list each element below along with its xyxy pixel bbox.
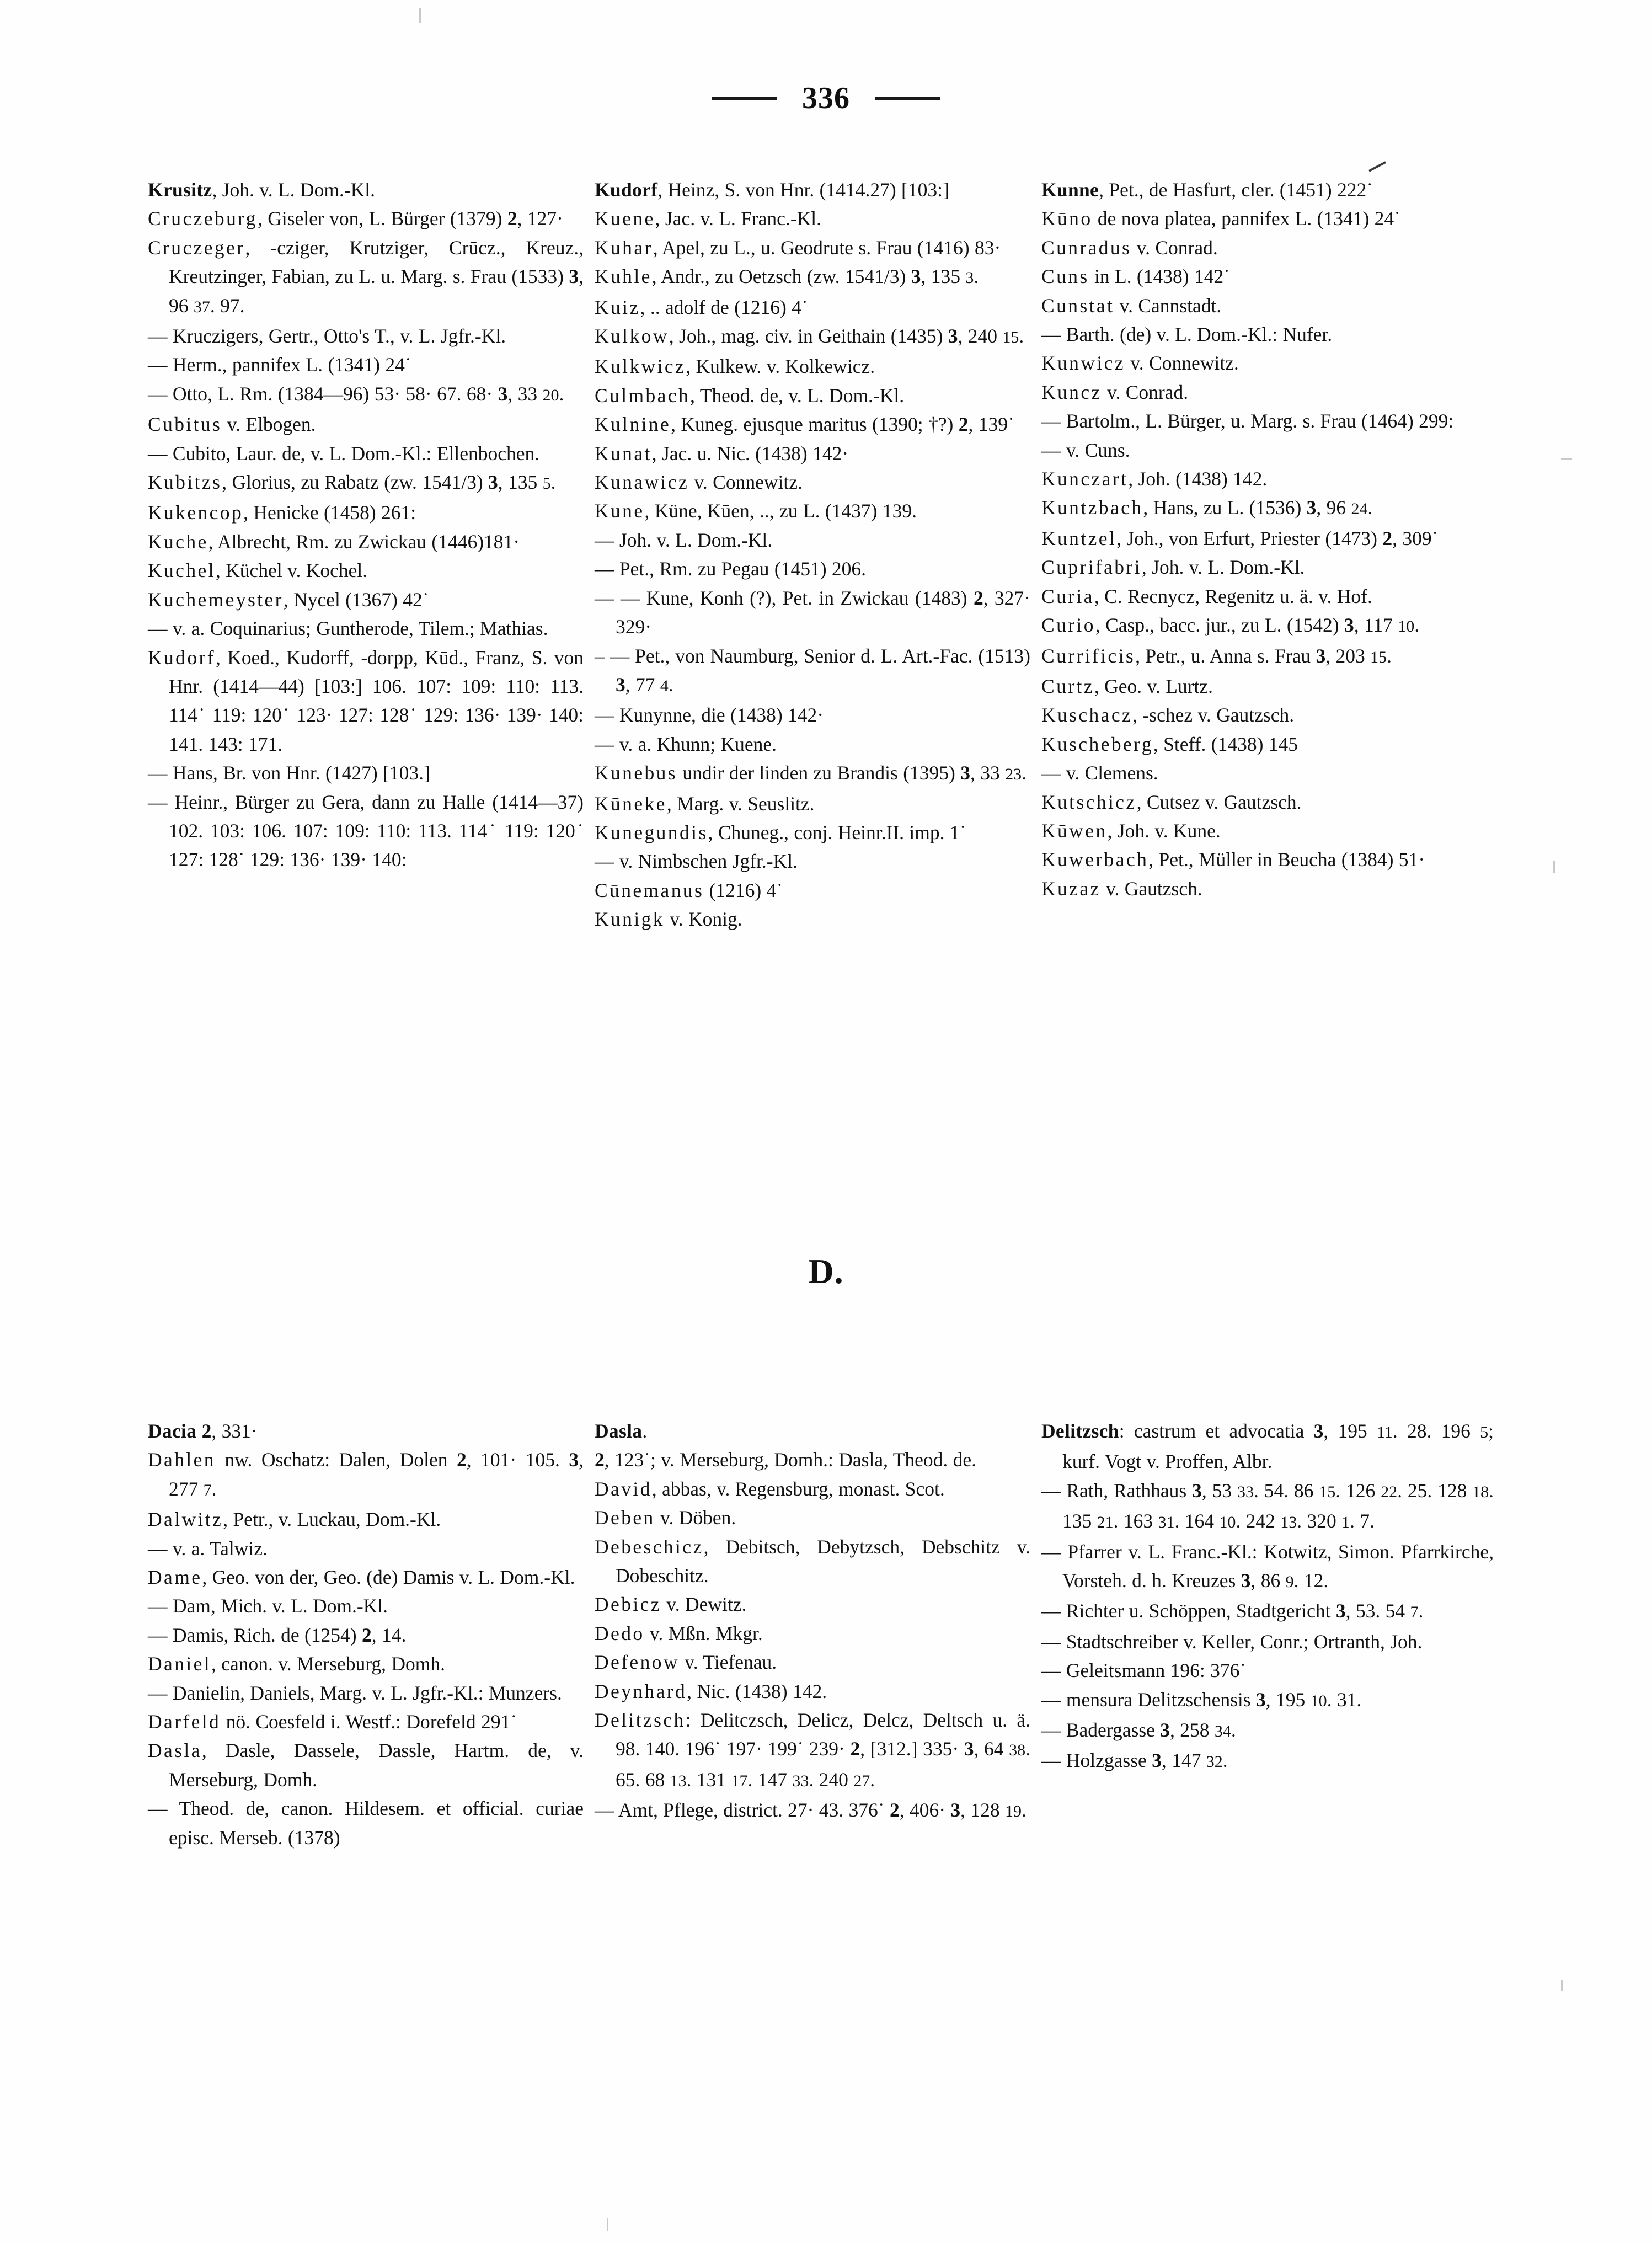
index-entry: Daniel, canon. v. Merseburg, Domh. bbox=[148, 1653, 446, 1675]
index-entry: Kūno de nova platea, pannifex L. (1341) 24˙ bbox=[1041, 207, 1400, 230]
scan-edge-mark bbox=[1561, 1980, 1563, 1991]
index-entry: — Amt, Pflege, district. 27· 43. 376˙ 2, 406· 3, 128 19. bbox=[595, 1799, 1027, 1822]
index-entry: — Cubito, Laur. de, v. L. Dom.-Kl.: Ellenbochen. bbox=[148, 442, 540, 464]
index-entry: Kuscheberg, Steff. (1438) 145 bbox=[1041, 733, 1298, 755]
index-entry: — Joh. v. L. Dom.-Kl. bbox=[595, 528, 773, 551]
index-section-d bbox=[148, 1417, 1510, 1852]
rule-right bbox=[875, 97, 940, 100]
index-entry: Kuchemeyster, Nycel (1367) 42˙ bbox=[148, 588, 429, 611]
index-entry: Kuche, Albrecht, Rm. zu Zwickau (1446)181· bbox=[148, 530, 520, 553]
index-column bbox=[148, 1417, 584, 1852]
index-entry: Dedo v. Mßn. Mkgr. bbox=[595, 1622, 763, 1644]
index-entry: Kunigk v. Konig. bbox=[595, 908, 742, 931]
index-entry: — Danielin, Daniels, Marg. v. L. Jgfr.-Kl.: Munzers. bbox=[148, 1681, 562, 1704]
index-entry: 2, 123˙; v. Merseburg, Domh.: Dasla, Theod. de. bbox=[595, 1449, 977, 1471]
index-column bbox=[595, 1417, 1030, 1852]
index-entry: Kuwerbach, Pet., Müller in Beucha (1384) 51· bbox=[1041, 848, 1425, 871]
index-entry: Delitzsch: castrum et advocatia 3, 195 11. 28. 196 5; kurf. Vogt v. Proffen, Albr. bbox=[1041, 1420, 1494, 1473]
index-entry: Dalwitz, Petr., v. Luckau, Dom.-Kl. bbox=[148, 1508, 441, 1531]
index-entry: Kunczart, Joh. (1438) 142. bbox=[1041, 468, 1268, 490]
index-entry: Krusitz, Joh. v. L. Dom.-Kl. bbox=[148, 179, 376, 201]
scan-edge-mark bbox=[1561, 458, 1572, 460]
index-entry: — Pet., Rm. zu Pegau (1451) 206. bbox=[595, 558, 867, 580]
index-entry: Kune, Küne, Kūen, .., zu L. (1437) 139. bbox=[595, 500, 917, 522]
index-column bbox=[148, 175, 584, 934]
index-entry: — Hans, Br. von Hnr. (1427) [103.] bbox=[148, 762, 430, 784]
index-entry: — Bartolm., L. Bürger, u. Marg. s. Frau (1464) 299: bbox=[1041, 410, 1454, 432]
index-entry: Deynhard, Nic. (1438) 142. bbox=[595, 1680, 827, 1702]
index-entry: Kuchel, Küchel v. Kochel. bbox=[148, 559, 368, 582]
index-entry: Kuntzel, Joh., von Erfurt, Priester (1473) 2, 309˙ bbox=[1041, 527, 1439, 549]
index-entry: Kunegundis, Chuneg., conj. Heinr.II. imp. 1˙ bbox=[595, 821, 966, 843]
index-entry: — mensura Delitzschensis 3, 195 10. 31. bbox=[1041, 1688, 1362, 1711]
index-entry: Kuhle, Andr., zu Oetzsch (zw. 1541/3) 3, 135 3. bbox=[595, 265, 979, 288]
index-entry: David, abbas, v. Regensburg, monast. Scot. bbox=[595, 1477, 945, 1500]
section-letter-d: D. bbox=[808, 1252, 844, 1291]
scan-edge-mark bbox=[607, 2218, 608, 2231]
index-entry: — Holzgasse 3, 147 32. bbox=[1041, 1749, 1228, 1772]
index-entry: Kunawicz v. Connewitz. bbox=[595, 471, 803, 494]
index-entry: Currificis, Petr., u. Anna s. Frau 3, 203 15. bbox=[1041, 644, 1392, 667]
index-entry: — Herm., pannifex L. (1341) 24˙ bbox=[148, 354, 411, 376]
index-entry: — v. Clemens. bbox=[1041, 762, 1158, 784]
index-entry: – — Pet., von Naumburg, Senior d. L. Art.-Fac. (1513) 3, 77 4. bbox=[595, 644, 1030, 696]
index-entry: Cunradus v. Conrad. bbox=[1041, 236, 1218, 259]
page-number: 336 bbox=[802, 81, 850, 115]
index-entry: Kūwen, Joh. v. Kune. bbox=[1041, 819, 1221, 842]
index-entry: Kunebus undir der linden zu Brandis (1395) 3, 33 23. bbox=[595, 762, 1027, 784]
index-entry: Kunat, Jac. u. Nic. (1438) 142· bbox=[595, 442, 849, 464]
index-entry: Cuprifabri, Joh. v. L. Dom.-Kl. bbox=[1041, 556, 1305, 579]
index-entry: Curtz, Geo. v. Lurtz. bbox=[1041, 675, 1213, 697]
index-entry: Kulkwicz, Kulkew. v. Kolkewicz. bbox=[595, 355, 875, 378]
index-entry: — Heinr., Bürger zu Gera, dann zu Halle (1414—37) 102. 103: 106. 107: 109: 110: 113. 114˙ 119: 120˙ 127: 128˙ 129: 136· 139· 140: bbox=[148, 791, 584, 871]
index-entry: Kulkow, Joh., mag. civ. in Geithain (1435) 3, 240 15. bbox=[595, 325, 1024, 348]
running-head bbox=[0, 83, 1652, 114]
index-entry: — Theod. de, canon. Hildesem. et official. curiae episc. Merseb. (1378) bbox=[148, 1797, 584, 1849]
index-entry: Cubitus v. Elbogen. bbox=[148, 413, 316, 436]
index-entry: Debeschicz, Debitsch, Debytzsch, Debschitz v. Dobeschitz. bbox=[595, 1535, 1030, 1587]
index-entry: Delitzsch: Delitczsch, Delicz, Delcz, Deltsch u. ä. 98. 140. 196˙ 197· 199˙ 239· 2, [312.] 335· 3, 64 38. 65. 68 13. 131 17. 147 33. 240 27. bbox=[595, 1709, 1030, 1791]
index-entry: Kulnine, Kuneg. ejusque maritus (1390; †?) 2, 139˙ bbox=[595, 413, 1014, 436]
index-entry: Kutschicz, Cutsez v. Gautzsch. bbox=[1041, 791, 1302, 813]
index-column bbox=[1041, 175, 1494, 934]
index-entry: — v. Cuns. bbox=[1041, 439, 1130, 461]
index-entry: — Pfarrer v. L. Franc.-Kl.: Kotwitz, Simon. Pfarrkirche, Vorsteh. d. h. Kreuzes 3, 86 9. 12. bbox=[1041, 1540, 1494, 1592]
index-entry: — Richter u. Schöppen, Stadtgericht 3, 53. 54 7. bbox=[1041, 1600, 1424, 1622]
index-entry: — Kruczigers, Gertr., Otto's T., v. L. Jgfr.-Kl. bbox=[148, 325, 506, 348]
index-entry: Kuschacz, -schez v. Gautzsch. bbox=[1041, 704, 1295, 727]
index-entry: Dasla, Dasle, Dassele, Dassle, Hartm. de, v. Merseburg, Domh. bbox=[148, 1739, 584, 1791]
scan-edge-mark bbox=[419, 8, 421, 23]
index-entry: — Dam, Mich. v. L. Dom.-Kl. bbox=[148, 1595, 388, 1617]
index-entry: — Kunynne, die (1438) 142· bbox=[595, 704, 824, 727]
index-entry: Dacia 2, 331· bbox=[148, 1420, 258, 1442]
index-entry: Cruczeburg, Giseler von, L. Bürger (1379) 2, 127· bbox=[148, 207, 563, 230]
index-entry: Kuiz, .. adolf de (1216) 4˙ bbox=[595, 296, 808, 318]
index-entry: — Barth. (de) v. L. Dom.-Kl.: Nufer. bbox=[1041, 323, 1333, 346]
index-entry: Dasla. bbox=[595, 1420, 648, 1442]
index-entry: Kuhar, Apel, zu L., u. Geodrute s. Frau (1416) 83· bbox=[595, 236, 1001, 259]
index-entry: Kukencop, Henicke (1458) 261: bbox=[148, 501, 416, 524]
index-entry: — v. a. Coquinarius; Guntherode, Tilem.; Mathias. bbox=[148, 617, 548, 640]
index-entry: Kunne, Pet., de Hasfurt, cler. (1451) 222˙ bbox=[1041, 179, 1373, 201]
index-entry: Kūneke, Marg. v. Seuslitz. bbox=[595, 792, 815, 815]
index-column bbox=[1041, 1417, 1494, 1852]
index-entry: Cuns in L. (1438) 142˙ bbox=[1041, 265, 1230, 288]
index-entry: Curia, C. Recnycz, Regenitz u. ä. v. Hof. bbox=[1041, 585, 1372, 607]
scan-edge-mark bbox=[1553, 861, 1555, 873]
index-entry: — v. a. Khunn; Kuene. bbox=[595, 733, 777, 755]
index-entry: Darfeld nö. Coesfeld i. Westf.: Dorefeld 291˙ bbox=[148, 1711, 517, 1733]
index-entry: Cruczeger, -cziger, Krutziger, Crūcz., Kreuz., Kreutzinger, Fabian, zu L. u. Marg. s. Frau (1533) 3, 96 37. 97. bbox=[148, 236, 584, 317]
index-entry: Kuene, Jac. v. L. Franc.-Kl. bbox=[595, 207, 822, 230]
index-entry: Deben v. Döben. bbox=[595, 1507, 736, 1529]
index-entry: — Geleitsmann 196: 376˙ bbox=[1041, 1659, 1247, 1682]
index-entry: — Damis, Rich. de (1254) 2, 14. bbox=[148, 1623, 407, 1646]
index-entry: — — Kune, Konh (?), Pet. in Zwickau (1483) 2, 327· 329· bbox=[595, 586, 1031, 638]
rule-left bbox=[712, 97, 777, 100]
index-entry: — v. Nimbschen Jgfr.-Kl. bbox=[595, 850, 798, 873]
index-entry: Cunstat v. Cannstadt. bbox=[1041, 294, 1222, 317]
index-entry: Dame, Geo. von der, Geo. (de) Damis v. L. Dom.-Kl. bbox=[148, 1566, 575, 1589]
index-entry: Kuntzbach, Hans, zu L. (1536) 3, 96 24. bbox=[1041, 496, 1373, 519]
index-entry: — Rath, Rathhaus 3, 53 33. 54. 86 15. 126 22. 25. 128 18. 135 21. 163 31. 164 10. 242 13. 320 1. 7. bbox=[1041, 1479, 1494, 1532]
index-entry: — Badergasse 3, 258 34. bbox=[1041, 1719, 1236, 1742]
index-entry: — Otto, L. Rm. (1384—96) 53· 58· 67. 68· 3, 33 20. bbox=[148, 382, 564, 405]
index-column bbox=[595, 175, 1030, 934]
index-entry: Cūnemanus (1216) 4˙ bbox=[595, 879, 783, 901]
index-entry: Kudorf, Koed., Kudorff, -dorpp, Kūd., Franz, S. von Hnr. (1414—44) [103:] 106. 107: 109: 110: 113. 114˙ 119: 120˙ 123· 127: 128˙ 129: 136· 139· 140: 141. 143: 171. bbox=[148, 646, 584, 755]
index-entry: Kuzaz v. Gautzsch. bbox=[1041, 877, 1202, 900]
index-entry: Kubitzs, Glorius, zu Rabatz (zw. 1541/3) 3, 135 5. bbox=[148, 471, 556, 494]
index-entry: Kuncz v. Conrad. bbox=[1041, 381, 1189, 403]
index-entry: Debicz v. Dewitz. bbox=[595, 1593, 747, 1616]
index-entry: Dahlen nw. Oschatz: Dalen, Dolen 2, 101· 105. 3, 277 7. bbox=[148, 1449, 584, 1500]
index-entry: Kunwicz v. Connewitz. bbox=[1041, 352, 1239, 375]
index-entry: Kudorf, Heinz, S. von Hnr. (1414.27) [103:] bbox=[595, 179, 949, 201]
index-entry: — Stadtschreiber v. Keller, Conr.; Ortranth, Joh. bbox=[1041, 1630, 1423, 1653]
index-section-k bbox=[148, 175, 1510, 934]
index-entry: Defenow v. Tiefenau. bbox=[595, 1651, 777, 1674]
index-entry: Culmbach, Theod. de, v. L. Dom.-Kl. bbox=[595, 384, 905, 407]
index-entry: — v. a. Talwiz. bbox=[148, 1537, 268, 1560]
index-entry: Curio, Casp., bacc. jur., zu L. (1542) 3, 117 10. bbox=[1041, 614, 1420, 637]
scan-pen-mark bbox=[1368, 161, 1386, 172]
